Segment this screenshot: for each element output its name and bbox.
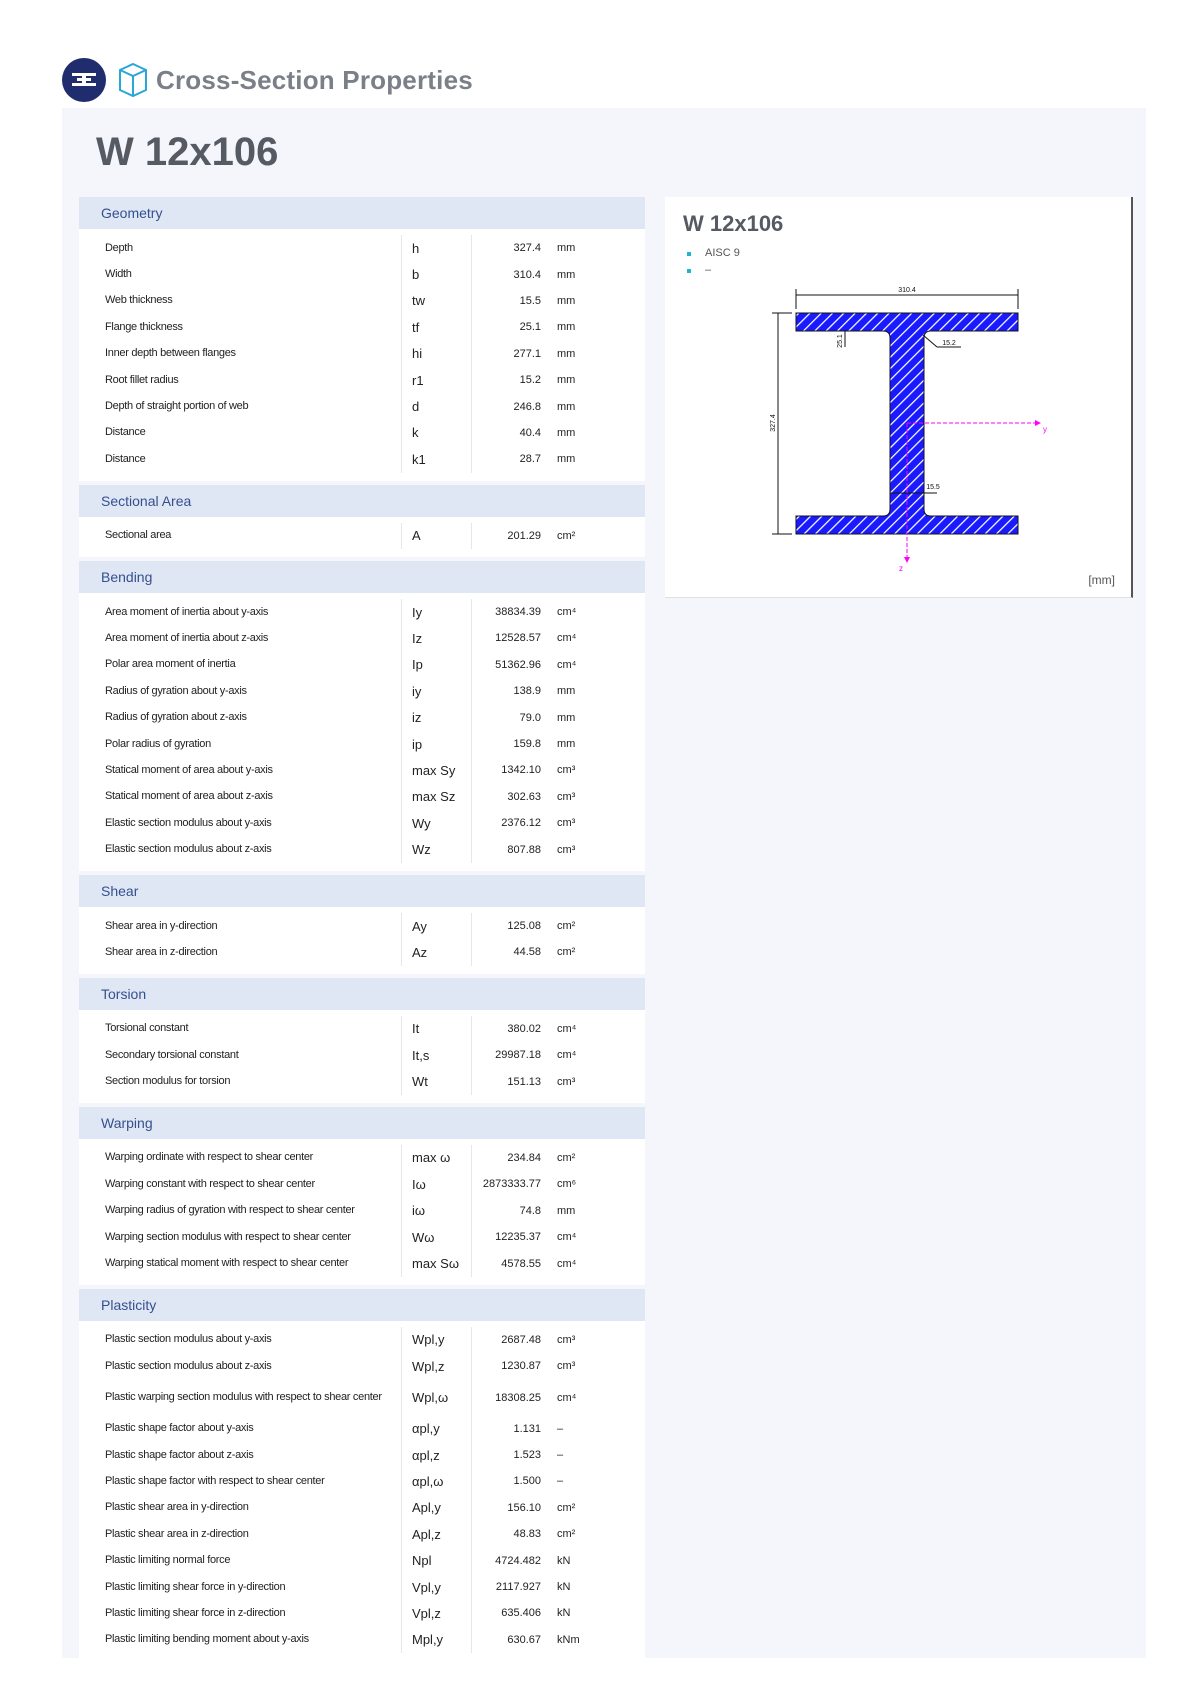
property-name: Sectional area bbox=[105, 529, 172, 542]
property-value: 327.4 bbox=[471, 235, 547, 261]
property-unit: mm bbox=[557, 347, 576, 360]
group-header: Torsion bbox=[79, 978, 645, 1010]
dlubal-logo-icon bbox=[62, 58, 106, 102]
property-value: 302.63 bbox=[471, 784, 547, 810]
property-unit: mm bbox=[557, 685, 576, 698]
property-unit: cm³ bbox=[557, 1333, 576, 1346]
property-row bbox=[79, 836, 645, 862]
properties-table bbox=[79, 197, 645, 1665]
property-symbol: max Sy bbox=[401, 757, 471, 783]
unit-label: [mm] bbox=[1088, 573, 1115, 587]
property-symbol: Vpl,y bbox=[401, 1574, 471, 1600]
group-header: Bending bbox=[79, 561, 645, 593]
property-row bbox=[79, 1468, 645, 1494]
property-name: Warping constant with respect to shear center bbox=[105, 1177, 315, 1190]
property-symbol: hi bbox=[401, 341, 471, 367]
property-unit: mm bbox=[557, 321, 576, 334]
property-symbol: Wpl,y bbox=[401, 1327, 471, 1353]
group-header: Shear bbox=[79, 875, 645, 907]
property-value: 635.406 bbox=[471, 1600, 547, 1626]
property-row bbox=[79, 314, 645, 340]
property-symbol: tf bbox=[401, 314, 471, 340]
property-row bbox=[79, 784, 645, 810]
property-symbol: Az bbox=[401, 939, 471, 965]
property-name: Radius of gyration about z-axis bbox=[105, 711, 247, 724]
property-unit: cm³ bbox=[557, 790, 576, 803]
property-name: Statical moment of area about y-axis bbox=[105, 763, 273, 776]
property-symbol: Wt bbox=[401, 1068, 471, 1094]
property-unit: cm² bbox=[557, 920, 576, 932]
property-symbol: It,s bbox=[401, 1042, 471, 1068]
property-row bbox=[79, 235, 645, 261]
property-row bbox=[79, 1600, 645, 1626]
property-row bbox=[79, 939, 645, 965]
property-unit: cm³ bbox=[557, 817, 576, 830]
property-symbol: h bbox=[401, 235, 471, 261]
property-value: 1.500 bbox=[471, 1468, 547, 1494]
group-header: Sectional Area bbox=[79, 485, 645, 517]
property-value: 156.10 bbox=[471, 1495, 547, 1521]
property-unit: mm bbox=[557, 711, 576, 724]
property-symbol: iω bbox=[401, 1198, 471, 1224]
group-body bbox=[79, 1139, 645, 1285]
property-name: Plastic section modulus about y-axis bbox=[105, 1333, 272, 1346]
property-value: 18308.25 bbox=[471, 1380, 547, 1416]
property-symbol: b bbox=[401, 261, 471, 287]
property-value: 246.8 bbox=[471, 393, 547, 419]
property-symbol: max Sz bbox=[401, 784, 471, 810]
property-value: 138.9 bbox=[471, 678, 547, 704]
property-value: 51362.96 bbox=[471, 652, 547, 678]
property-name: Distance bbox=[105, 426, 146, 439]
property-name: Area moment of inertia about z-axis bbox=[105, 631, 269, 644]
property-name: Statical moment of area about z-axis bbox=[105, 790, 273, 803]
property-symbol: It bbox=[401, 1016, 471, 1042]
property-unit: cm⁴ bbox=[557, 1257, 577, 1270]
property-name: Plastic shear area in z-direction bbox=[105, 1527, 249, 1540]
z-axis-label: z bbox=[899, 564, 903, 573]
property-row bbox=[79, 420, 645, 446]
property-row bbox=[79, 523, 645, 549]
section-title: W 12x106 bbox=[96, 130, 279, 174]
property-unit: cm² bbox=[557, 529, 576, 542]
property-value: 40.4 bbox=[471, 420, 547, 446]
property-row bbox=[79, 704, 645, 730]
property-symbol: Apl,y bbox=[401, 1495, 471, 1521]
property-row bbox=[79, 1495, 645, 1521]
group-header: Geometry bbox=[79, 197, 645, 229]
property-symbol: max Sω bbox=[401, 1250, 471, 1276]
property-row bbox=[79, 1198, 645, 1224]
property-name: Torsional constant bbox=[105, 1022, 189, 1035]
group-body bbox=[79, 1321, 645, 1661]
y-axis-label: y bbox=[1043, 425, 1047, 434]
property-row bbox=[79, 1042, 645, 1068]
property-value: 125.08 bbox=[471, 913, 547, 939]
property-name: Plastic limiting bending moment about y-axis bbox=[105, 1633, 309, 1646]
property-name: Inner depth between flanges bbox=[105, 347, 236, 360]
property-value: 15.5 bbox=[471, 288, 547, 314]
property-row bbox=[79, 913, 645, 939]
property-name: Polar area moment of inertia bbox=[105, 658, 236, 671]
property-name: Plastic section modulus about z-axis bbox=[105, 1359, 272, 1372]
property-row bbox=[79, 678, 645, 704]
property-unit: kNm bbox=[557, 1633, 580, 1646]
cube-icon bbox=[118, 62, 148, 98]
property-symbol: αpl,ω bbox=[401, 1468, 471, 1494]
bullet-text: – bbox=[705, 264, 712, 276]
property-value: 28.7 bbox=[471, 446, 547, 472]
property-value: 630.67 bbox=[471, 1627, 547, 1653]
property-name: Radius of gyration about y-axis bbox=[105, 684, 247, 697]
property-row bbox=[79, 341, 645, 367]
property-unit: cm⁴ bbox=[557, 1049, 577, 1062]
property-symbol: A bbox=[401, 523, 471, 549]
property-row bbox=[79, 1068, 645, 1094]
property-unit: cm² bbox=[557, 1151, 576, 1164]
property-row bbox=[79, 1016, 645, 1042]
property-value: 201.29 bbox=[471, 523, 547, 549]
property-row bbox=[79, 1353, 645, 1379]
property-unit: cm² bbox=[557, 1501, 576, 1514]
property-name: Elastic section modulus about y-axis bbox=[105, 816, 272, 829]
property-unit: mm bbox=[557, 268, 576, 281]
property-symbol: r1 bbox=[401, 367, 471, 393]
property-value: 1.523 bbox=[471, 1442, 547, 1468]
property-row bbox=[79, 652, 645, 678]
property-row bbox=[79, 1547, 645, 1573]
diagram-title: W 12x106 bbox=[683, 211, 784, 236]
property-name: Distance bbox=[105, 452, 146, 465]
property-unit: – bbox=[557, 1422, 564, 1435]
property-symbol: Wpl,ω bbox=[401, 1380, 471, 1416]
property-name: Warping section modulus with respect to shear center bbox=[105, 1230, 351, 1243]
property-value: 234.84 bbox=[471, 1145, 547, 1171]
property-unit: – bbox=[557, 1475, 564, 1488]
property-unit: cm³ bbox=[557, 1360, 576, 1373]
property-value: 2873333.77 bbox=[471, 1171, 547, 1197]
property-value: 29987.18 bbox=[471, 1042, 547, 1068]
property-name: Warping radius of gyration with respect to shear center bbox=[105, 1204, 355, 1217]
cross-section-diagram bbox=[665, 197, 1133, 598]
group-body bbox=[79, 593, 645, 871]
property-value: 1.131 bbox=[471, 1416, 547, 1442]
property-unit: mm bbox=[557, 426, 576, 439]
property-symbol: iz bbox=[401, 704, 471, 730]
property-unit: cm³ bbox=[557, 843, 576, 856]
property-row bbox=[79, 1224, 645, 1250]
property-name: Plastic shape factor about y-axis bbox=[105, 1422, 254, 1435]
property-symbol: k1 bbox=[401, 446, 471, 472]
property-value: 2117.927 bbox=[471, 1574, 547, 1600]
property-symbol: Iy bbox=[401, 599, 471, 625]
property-symbol: Iz bbox=[401, 625, 471, 651]
property-name: Plastic limiting shear force in y-direction bbox=[105, 1580, 286, 1593]
property-row bbox=[79, 1574, 645, 1600]
property-name: Width bbox=[105, 268, 132, 281]
property-symbol: αpl,y bbox=[401, 1416, 471, 1442]
property-unit: mm bbox=[557, 242, 576, 255]
property-name: Plastic warping section modulus with respect to shear center bbox=[105, 1391, 382, 1403]
page-header bbox=[62, 54, 473, 106]
property-row bbox=[79, 1171, 645, 1197]
property-symbol: d bbox=[401, 393, 471, 419]
property-symbol: Vpl,z bbox=[401, 1600, 471, 1626]
property-symbol: Wz bbox=[401, 836, 471, 862]
property-value: 4578.55 bbox=[471, 1250, 547, 1276]
property-row bbox=[79, 1327, 645, 1353]
property-row bbox=[79, 1145, 645, 1171]
property-unit: mm bbox=[557, 1204, 576, 1217]
property-unit: kN bbox=[557, 1607, 571, 1620]
property-name: Section modulus for torsion bbox=[105, 1075, 231, 1088]
property-symbol: max ω bbox=[401, 1145, 471, 1171]
property-row bbox=[79, 367, 645, 393]
property-symbol: ip bbox=[401, 731, 471, 757]
property-name: Plastic shape factor with respect to shear center bbox=[105, 1474, 325, 1487]
property-name: Elastic section modulus about z-axis bbox=[105, 843, 272, 856]
property-value: 44.58 bbox=[471, 939, 547, 965]
property-unit: cm⁴ bbox=[557, 1391, 577, 1404]
property-row bbox=[79, 1416, 645, 1442]
property-name: Area moment of inertia about y-axis bbox=[105, 605, 269, 618]
property-value: 38834.39 bbox=[471, 599, 547, 625]
property-value: 1230.87 bbox=[471, 1353, 547, 1379]
property-unit: cm² bbox=[557, 946, 576, 959]
property-unit: mm bbox=[557, 453, 576, 466]
property-name: Plastic limiting shear force in z-direction bbox=[105, 1606, 286, 1619]
property-symbol: Wy bbox=[401, 810, 471, 836]
property-name: Depth of straight portion of web bbox=[105, 400, 249, 413]
depth-dimension-label: 327.4 bbox=[770, 414, 777, 432]
property-row bbox=[79, 446, 645, 472]
property-unit: kN bbox=[557, 1581, 571, 1594]
property-value: 4724.482 bbox=[471, 1547, 547, 1573]
property-unit: – bbox=[557, 1449, 564, 1462]
property-unit: cm⁶ bbox=[557, 1178, 577, 1191]
property-unit: mm bbox=[557, 738, 576, 751]
flange-thickness-label: 25.1 bbox=[837, 334, 844, 348]
property-name: Web thickness bbox=[105, 294, 173, 307]
property-name: Shear area in z-direction bbox=[105, 945, 218, 958]
property-name: Flange thickness bbox=[105, 320, 183, 333]
property-symbol: αpl,z bbox=[401, 1442, 471, 1468]
property-row bbox=[79, 1627, 645, 1653]
property-value: 151.13 bbox=[471, 1068, 547, 1094]
property-name: Polar radius of gyration bbox=[105, 737, 211, 750]
property-row bbox=[79, 1250, 645, 1276]
property-value: 48.83 bbox=[471, 1521, 547, 1547]
property-unit: cm⁴ bbox=[557, 1231, 577, 1244]
property-name: Secondary torsional constant bbox=[105, 1048, 239, 1061]
property-unit: cm⁴ bbox=[557, 1022, 577, 1035]
property-name: Root fillet radius bbox=[105, 373, 179, 386]
property-name: Plastic shear area in y-direction bbox=[105, 1501, 249, 1514]
group-body bbox=[79, 229, 645, 481]
group-header: Warping bbox=[79, 1107, 645, 1139]
fillet-radius-label: 15.2 bbox=[942, 340, 956, 347]
property-unit: cm² bbox=[557, 1528, 576, 1541]
property-value: 12528.57 bbox=[471, 625, 547, 651]
property-value: 15.2 bbox=[471, 367, 547, 393]
property-unit: cm³ bbox=[557, 1075, 576, 1088]
group-body bbox=[79, 1010, 645, 1103]
property-symbol: Apl,z bbox=[401, 1521, 471, 1547]
property-symbol: Mpl,y bbox=[401, 1627, 471, 1653]
property-value: 1342.10 bbox=[471, 757, 547, 783]
property-name: Plastic limiting normal force bbox=[105, 1554, 231, 1567]
property-name: Warping ordinate with respect to shear center bbox=[105, 1151, 314, 1164]
property-name: Plastic shape factor about z-axis bbox=[105, 1448, 254, 1461]
web-thickness-label: 15.5 bbox=[926, 484, 940, 491]
property-value: 807.88 bbox=[471, 836, 547, 862]
property-unit: cm³ bbox=[557, 764, 576, 777]
property-row bbox=[79, 288, 645, 314]
property-row bbox=[79, 261, 645, 287]
property-unit: cm⁴ bbox=[557, 606, 577, 619]
property-value: 12235.37 bbox=[471, 1224, 547, 1250]
property-symbol: k bbox=[401, 420, 471, 446]
property-name: Warping statical moment with respect to shear center bbox=[105, 1257, 349, 1270]
property-value: 74.8 bbox=[471, 1198, 547, 1224]
bullet-text: AISC 9 bbox=[705, 247, 740, 259]
property-unit: kN bbox=[557, 1554, 571, 1567]
property-symbol: Wω bbox=[401, 1224, 471, 1250]
property-value: 310.4 bbox=[471, 261, 547, 287]
property-value: 380.02 bbox=[471, 1016, 547, 1042]
width-dimension-label: 310.4 bbox=[898, 287, 916, 294]
property-name: Shear area in y-direction bbox=[105, 919, 218, 932]
property-symbol: Ip bbox=[401, 652, 471, 678]
property-row bbox=[79, 1521, 645, 1547]
group-body bbox=[79, 517, 645, 557]
property-value: 159.8 bbox=[471, 731, 547, 757]
ibeam-drawing bbox=[665, 197, 1131, 597]
property-row bbox=[79, 1380, 645, 1416]
app-title: Cross-Section Properties bbox=[156, 64, 473, 95]
property-row bbox=[79, 1442, 645, 1468]
property-value: 2687.48 bbox=[471, 1327, 547, 1353]
property-row bbox=[79, 757, 645, 783]
property-symbol: Ay bbox=[401, 913, 471, 939]
property-row bbox=[79, 731, 645, 757]
property-row bbox=[79, 599, 645, 625]
property-unit: cm⁴ bbox=[557, 632, 577, 645]
property-unit: mm bbox=[557, 294, 576, 307]
property-symbol: tw bbox=[401, 288, 471, 314]
group-body bbox=[79, 907, 645, 974]
property-unit: mm bbox=[557, 400, 576, 413]
property-value: 79.0 bbox=[471, 704, 547, 730]
property-value: 2376.12 bbox=[471, 810, 547, 836]
property-row bbox=[79, 393, 645, 419]
property-symbol: Iω bbox=[401, 1171, 471, 1197]
property-unit: mm bbox=[557, 374, 576, 387]
property-row bbox=[79, 625, 645, 651]
group-header: Plasticity bbox=[79, 1289, 645, 1321]
property-symbol: Npl bbox=[401, 1547, 471, 1573]
property-row bbox=[79, 810, 645, 836]
property-symbol: iy bbox=[401, 678, 471, 704]
property-unit: cm⁴ bbox=[557, 658, 577, 671]
property-name: Depth bbox=[105, 241, 133, 254]
property-value: 277.1 bbox=[471, 341, 547, 367]
property-symbol: Wpl,z bbox=[401, 1353, 471, 1379]
property-value: 25.1 bbox=[471, 314, 547, 340]
